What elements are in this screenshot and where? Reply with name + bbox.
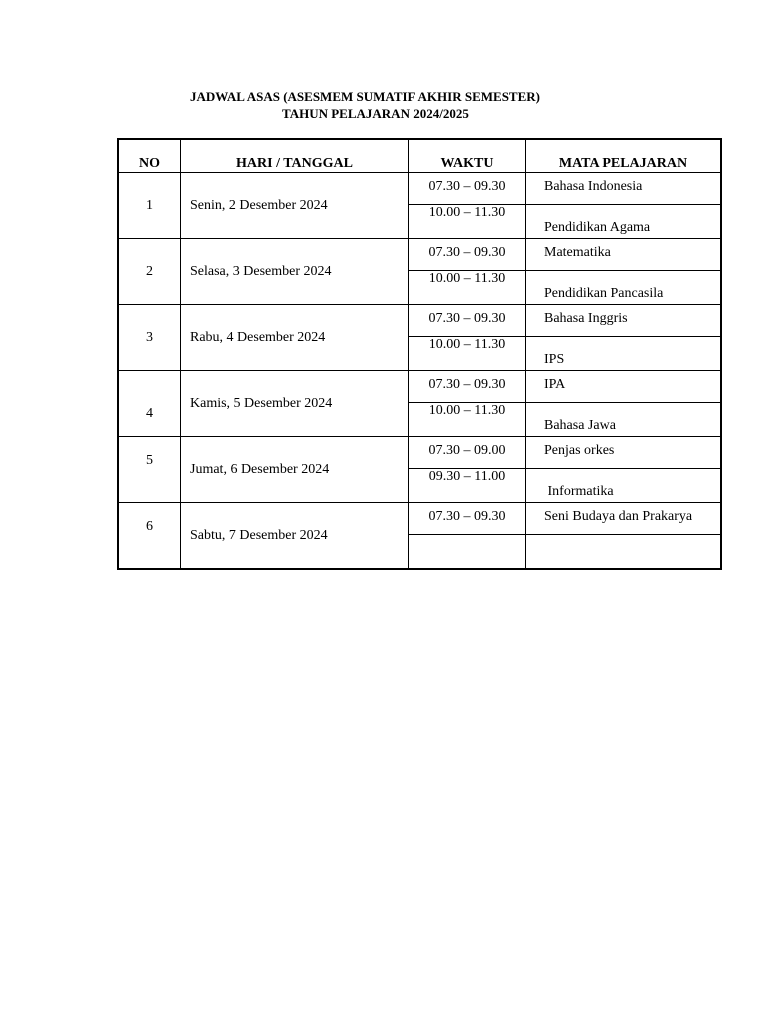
title-line-2: TAHUN PELAJARAN 2024/2025 — [282, 106, 469, 121]
session-time: 07.30 – 09.30 — [409, 239, 526, 271]
row-no: 5 — [118, 437, 181, 503]
header-hari-tanggal: HARI / TANGGAL — [181, 139, 409, 173]
row-no: 4 — [118, 371, 181, 437]
table-row — [118, 503, 721, 535]
row-no: 3 — [118, 305, 181, 371]
row-day: Senin, 2 Desember 2024 — [181, 173, 409, 239]
title-line-1: JADWAL ASAS (ASESMEM SUMATIF AKHIR SEMESTER) — [190, 89, 540, 104]
table-row — [118, 437, 721, 469]
header-no: NO — [118, 139, 181, 173]
session-subject — [526, 535, 722, 570]
session-subject: Bahasa Jawa — [526, 403, 722, 437]
table-row — [118, 173, 721, 205]
session-subject: Pendidikan Pancasila — [526, 271, 722, 305]
table-row — [118, 305, 721, 337]
session-subject: IPS — [526, 337, 722, 371]
row-day: Rabu, 4 Desember 2024 — [181, 305, 409, 371]
row-no: 2 — [118, 239, 181, 305]
session-time: 10.00 – 11.30 — [409, 271, 526, 305]
session-time: 07.30 – 09.30 — [409, 503, 526, 535]
session-time: 10.00 – 11.30 — [409, 337, 526, 371]
row-no: 6 — [118, 503, 181, 570]
session-subject: Seni Budaya dan Prakarya — [526, 503, 722, 535]
session-time: 07.30 – 09.30 — [409, 371, 526, 403]
row-day: Sabtu, 7 Desember 2024 — [181, 503, 409, 570]
session-time: 07.30 – 09.30 — [409, 305, 526, 337]
session-subject: Pendidikan Agama — [526, 205, 722, 239]
row-no: 1 — [118, 173, 181, 239]
session-subject: Bahasa Indonesia — [526, 173, 722, 205]
header-waktu: WAKTU — [409, 139, 526, 173]
table-row — [118, 371, 721, 403]
session-time: 10.00 – 11.30 — [409, 403, 526, 437]
session-subject: Informatika — [526, 469, 722, 503]
header-mata-pelajaran: MATA PELAJARAN — [526, 139, 722, 173]
row-day: Selasa, 3 Desember 2024 — [181, 239, 409, 305]
session-time: 10.00 – 11.30 — [409, 205, 526, 239]
table-header-row — [118, 139, 721, 173]
table-row — [118, 239, 721, 271]
session-time: 07.30 – 09.00 — [409, 437, 526, 469]
session-subject: Penjas orkes — [526, 437, 722, 469]
session-subject: Matematika — [526, 239, 722, 271]
session-time: 07.30 – 09.30 — [409, 173, 526, 205]
session-time: 09.30 – 11.00 — [409, 469, 526, 503]
session-subject: IPA — [526, 371, 722, 403]
session-time — [409, 535, 526, 570]
session-subject: Bahasa Inggris — [526, 305, 722, 337]
row-day: Jumat, 6 Desember 2024 — [181, 437, 409, 503]
schedule-table — [117, 138, 722, 570]
row-day: Kamis, 5 Desember 2024 — [181, 371, 409, 437]
